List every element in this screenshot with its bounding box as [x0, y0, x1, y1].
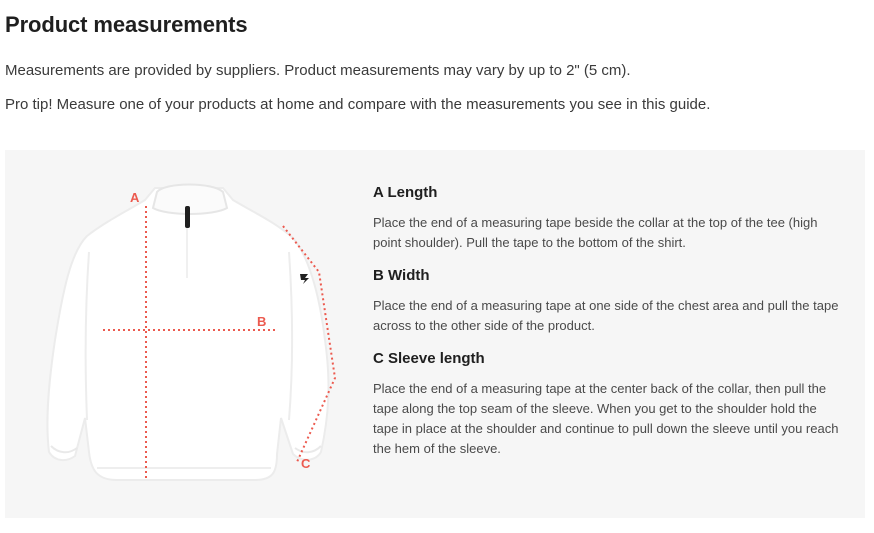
sleeve-length-instructions: Place the end of a measuring tape at the center back of the collar, then pull the tape along the top seam of the sleeve. When you get to the shoulder hold the tape in place at the shoulder and continue to pull down the sleeve until you reach the hem of the sleeve. — [373, 381, 839, 456]
sleeve-length-heading: C Sleeve length — [373, 350, 485, 367]
marker-a: A — [130, 190, 140, 205]
length-heading: A Length — [373, 184, 438, 201]
page-title: Product measurements — [5, 12, 248, 37]
measurement-guide-panel — [5, 150, 865, 518]
measurement-details — [373, 184, 843, 473]
product-illustration — [5, 150, 365, 518]
quarter-zip-pullover-icon — [5, 150, 365, 518]
pro-tip-text: Pro tip! Measure one of your products at home and compare with the measurements you see in this guide. — [5, 96, 711, 113]
intro-text: Measurements are provided by suppliers. Product measurements may vary by up to 2" (5 cm). — [5, 62, 631, 79]
zipper-pull-icon — [185, 206, 190, 228]
marker-b: B — [257, 314, 267, 329]
width-instructions: Place the end of a measuring tape at one side of the chest area and pull the tape across to the other side of the product. — [373, 298, 839, 333]
length-instructions: Place the end of a measuring tape beside the collar at the top of the tee (high point shoulder). Pull the tape to the bottom of the shirt. — [373, 215, 818, 250]
marker-c: C — [301, 456, 311, 471]
width-heading: B Width — [373, 267, 430, 284]
